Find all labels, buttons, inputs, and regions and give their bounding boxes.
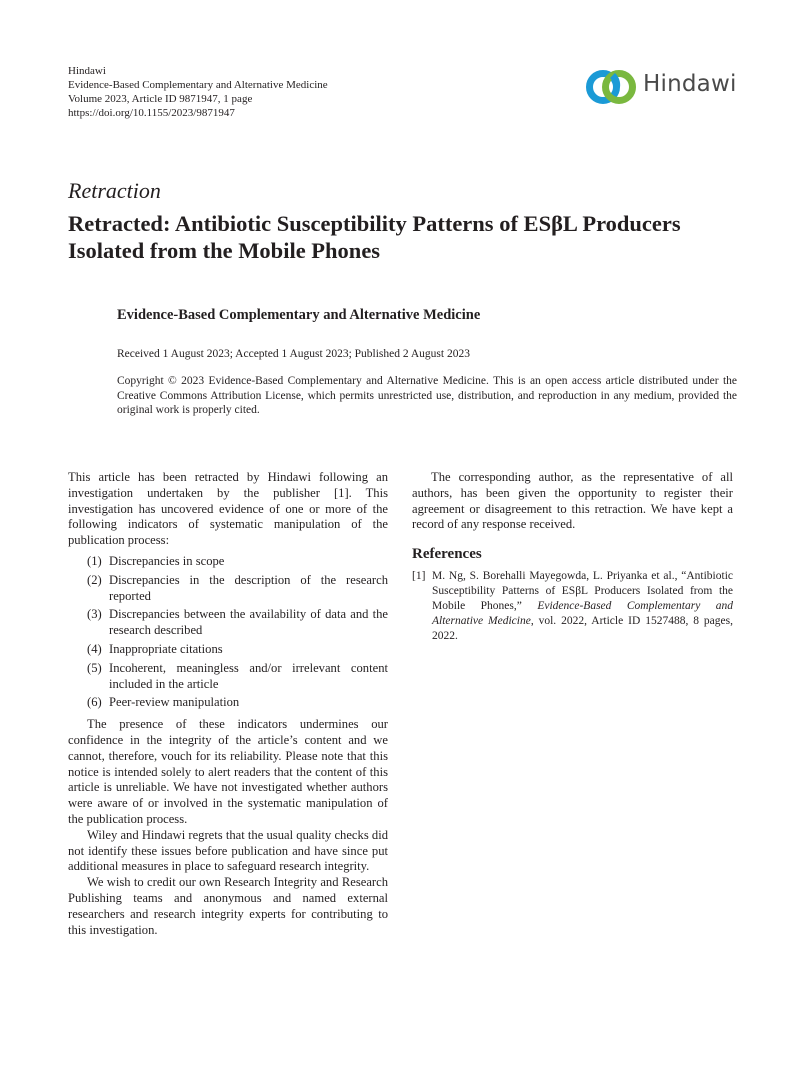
- reference-details: , vol. 2022, Article ID 1527488, 8 pages, 2022.: [432, 614, 733, 642]
- reference-authors: M. Ng, S. Borehalli Mayegowda, L. Priyanka et al., “Antibiotic Susceptibility Patterns of ESβL Producers Isolated from the Mobile Phones,”: [432, 569, 733, 612]
- indicator-list: [68, 554, 388, 711]
- hindawi-rings-icon: [583, 64, 641, 110]
- list-item-text: Incoherent, meaningless and/or irrelevant content included in the article: [109, 660, 388, 691]
- left-column: [68, 470, 388, 938]
- list-item-text: Inappropriate citations: [109, 641, 223, 656]
- list-item-number: (6): [87, 695, 102, 710]
- hindawi-logo: [583, 64, 743, 110]
- references-heading: References: [412, 546, 482, 563]
- intro-paragraph: This article has been retracted by Hindawi following an investigation undertaken by the publisher [1]. This investigation has uncovered evidence of one or more of the following indicators of systematic manipulation of the publication process:: [68, 470, 388, 548]
- doi-link[interactable]: https://doi.org/10.1155/2023/9871947: [68, 107, 235, 119]
- article-dates: Received 1 August 2023; Accepted 1 August 2023; Published 2 August 2023: [117, 348, 470, 360]
- article-type: Retraction: [68, 178, 161, 203]
- wiley-paragraph: Wiley and Hindawi regrets that the usual quality checks did not identify these issues before publication and have since put additional measures in place to safeguard research integrity.: [68, 827, 388, 874]
- reference-journal: Evidence-Based Complementary and Alternative Medicine: [432, 599, 733, 627]
- volume-info: Volume 2023, Article ID 9871947, 1 page: [68, 93, 253, 105]
- list-item: [68, 607, 388, 639]
- reference-number: [1]: [412, 569, 426, 582]
- journal-name: Evidence-Based Complementary and Alternative Medicine: [68, 79, 328, 91]
- publisher-name: Hindawi: [68, 65, 106, 77]
- article-title: Retracted: Antibiotic Susceptibility Patterns of ESβL Producers Isolated from the Mobile Phones: [68, 211, 681, 263]
- reference-item: [412, 569, 733, 644]
- list-item-number: (5): [87, 660, 102, 675]
- list-item: [68, 642, 388, 658]
- credit-paragraph: We wish to credit our own Research Integrity and Research Publishing teams and anonymous and named external researchers and research integrity experts for contributing to this investigation.: [68, 875, 388, 937]
- article-metadata: [68, 64, 328, 120]
- list-item-number: (3): [87, 607, 102, 622]
- right-column: [412, 470, 733, 644]
- list-item-text: Discrepancies in scope: [109, 553, 225, 568]
- list-item-text: Peer-review manipulation: [109, 695, 240, 710]
- list-item-text: Discrepancies in the description of the research reported: [109, 572, 388, 603]
- author-paragraph: The corresponding author, as the representative of all authors, has been given the opportunity to register their agreement or disagreement to this retraction. We have kept a record of any response received.: [412, 470, 733, 532]
- list-item: [68, 661, 388, 693]
- list-item: [68, 695, 388, 711]
- article-journal: Evidence-Based Complementary and Alternative Medicine: [117, 307, 481, 323]
- list-item-text: Discrepancies between the availability of data and the research described: [109, 607, 388, 638]
- list-item-number: (2): [87, 572, 102, 587]
- list-item-number: (1): [87, 553, 102, 568]
- logo-wordmark: Hindawi: [643, 71, 737, 97]
- list-item: [68, 573, 388, 605]
- presence-paragraph: The presence of these indicators undermines our confidence in the integrity of the article’s content and we cannot, therefore, vouch for its reliability. Please note that this notice is intended solely to alert readers that the content of this article is unreliable. We have not investigated whether authors were aware of or involved in the systematic manipulation of the publication process.: [68, 717, 388, 826]
- copyright-notice: Copyright © 2023 Evidence-Based Complementary and Alternative Medicine. This is an open access article distributed under the Creative Commons Attribution License, which permits unrestricted use, distribution, and reproduction in any medium, provided the original work is properly cited.: [117, 375, 737, 416]
- list-item-number: (4): [87, 641, 102, 656]
- list-item: [68, 554, 388, 570]
